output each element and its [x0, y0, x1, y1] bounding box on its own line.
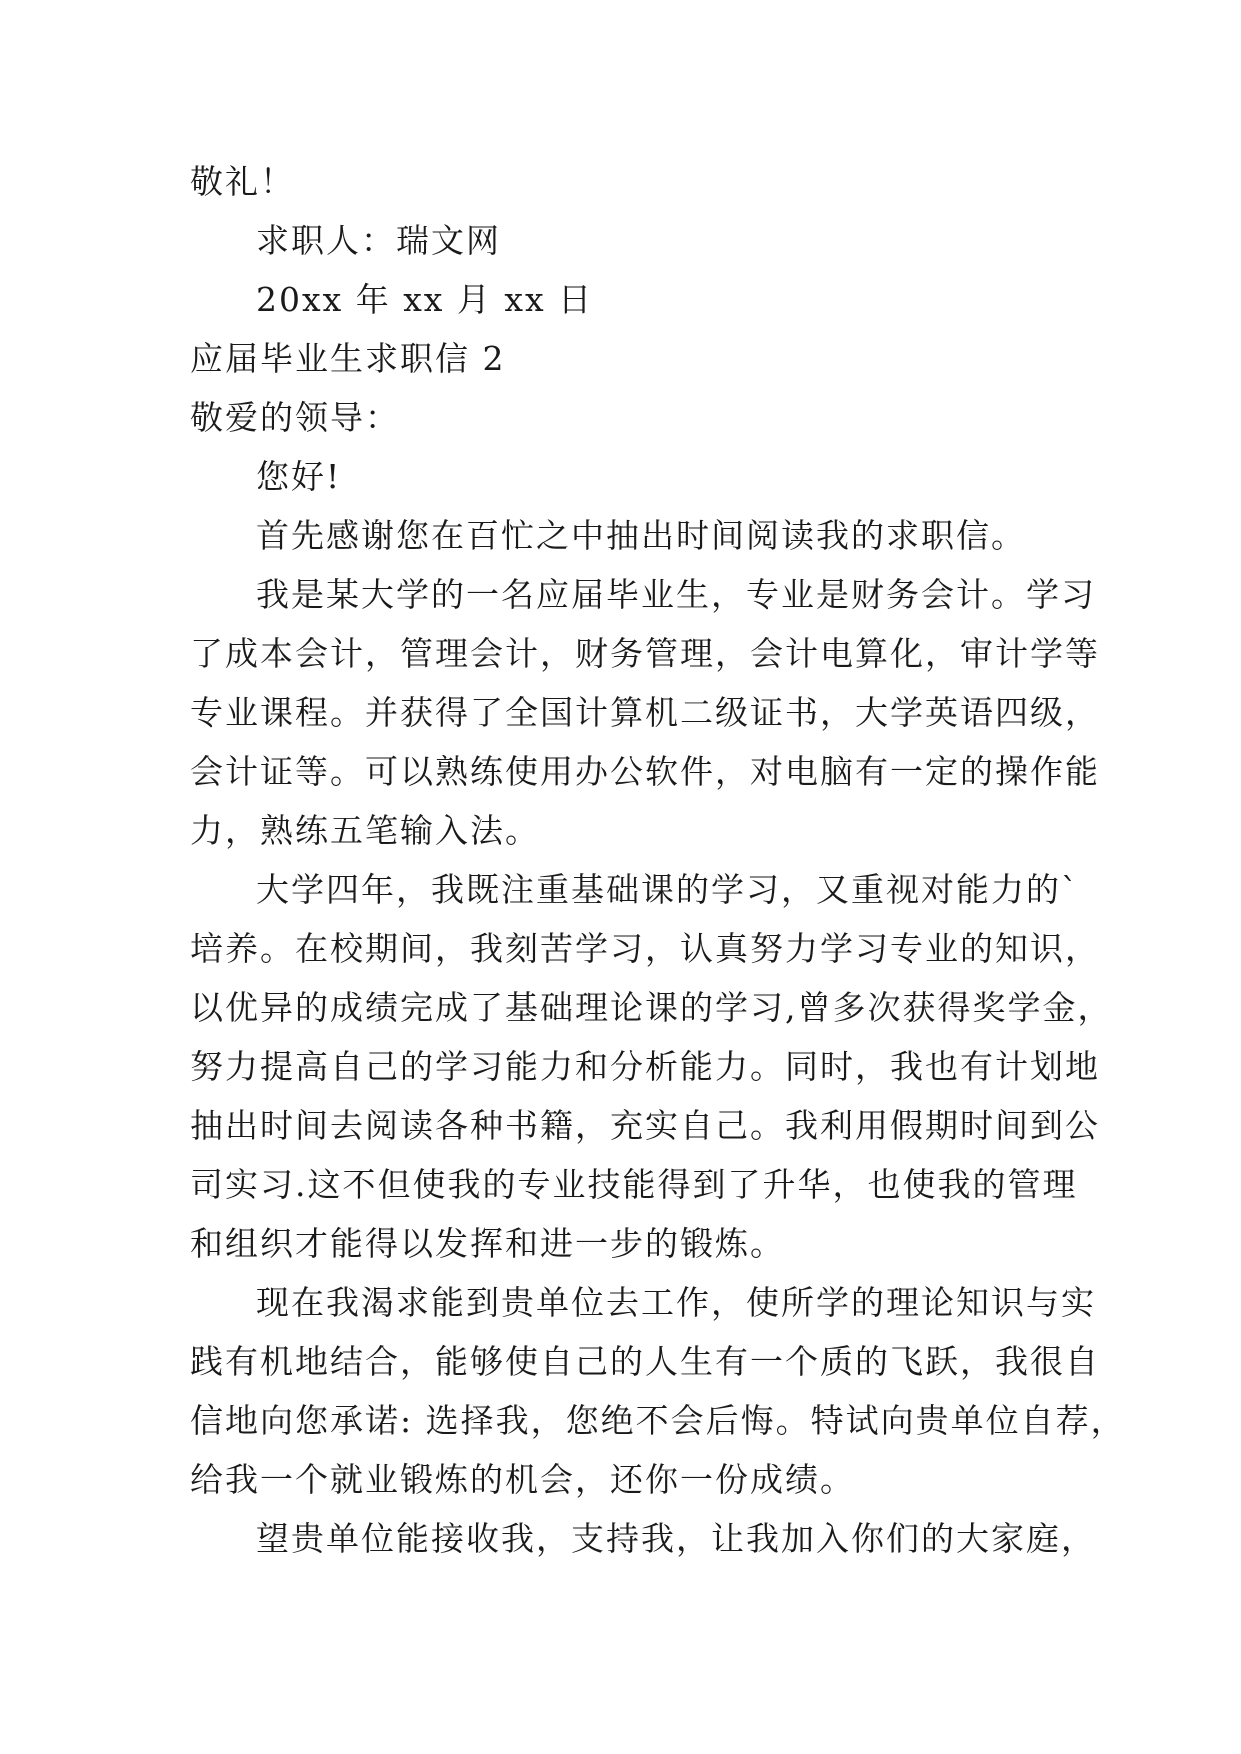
paragraph-background	[190, 565, 1100, 860]
paragraph-line: 培养。在校期间，我刻苦学习，认真努力学习专业的知识，	[190, 929, 1100, 968]
paragraph-line: 力，熟练五笔输入法。	[190, 811, 540, 850]
paragraph-line: 首先感谢您在百忙之中抽出时间阅读我的求职信。	[256, 516, 1026, 555]
closing-salutation: 敬礼！	[190, 162, 295, 201]
paragraph-line: 给我一个就业锻炼的机会，还你一份成绩。	[190, 1460, 855, 1499]
paragraph-line: 专业课程。并获得了全国计算机二级证书，大学英语四级，	[190, 693, 1100, 732]
paragraph-line: 信地向您承诺: 选择我，您绝不会后悔。特试向贵单位自荐，	[190, 1401, 1126, 1440]
paragraph-line: 了成本会计，管理会计，财务管理，会计电算化，审计学等	[190, 634, 1100, 673]
paragraph-aspiration	[190, 1273, 1126, 1509]
paragraph-line: 大学四年，我既注重基础课的学习，又重视对能力的`	[256, 870, 1080, 909]
paragraph-line: 践有机地结合，能够使自己的人生有一个质的飞跃，我很自	[190, 1342, 1100, 1381]
paragraph-closing-wish	[190, 1509, 1096, 1568]
letter-title: 应届毕业生求职信 2	[190, 339, 506, 378]
paragraph-line: 望贵单位能接收我，支持我，让我加入你们的大家庭，	[256, 1519, 1096, 1558]
paragraph-line: 和组织才能得以发挥和进一步的锻炼。	[190, 1224, 785, 1263]
paragraph-line: 努力提高自己的学习能力和分析能力。同时，我也有计划地	[190, 1047, 1100, 1086]
letter-hello: 您好!	[256, 457, 342, 496]
paragraph-line: 我是某大学的一名应届毕业生，专业是财务会计。学习	[256, 575, 1096, 614]
document-body	[190, 152, 1126, 1568]
letter-greeting: 敬爱的领导：	[190, 398, 400, 437]
applicant-signature: 求职人：瑞文网	[256, 221, 501, 260]
paragraph-line: 抽出时间去阅读各种书籍，充实自己。我利用假期时间到公	[190, 1106, 1100, 1145]
paragraph-line: 以优异的成绩完成了基础理论课的学习,曾多次获得奖学金，	[190, 988, 1113, 1027]
paragraph-thanks	[190, 506, 1070, 565]
paragraph-line: 现在我渴求能到贵单位去工作，使所学的理论知识与实	[256, 1283, 1096, 1322]
paragraph-line: 会计证等。可以熟练使用办公软件，对电脑有一定的操作能	[190, 752, 1100, 791]
paragraph-line: 司实习.这不但使我的专业技能得到了升华，也使我的管理	[190, 1165, 1078, 1204]
paragraph-university	[190, 860, 1113, 1273]
letter-date: 20xx 年 xx 月 xx 日	[256, 280, 594, 319]
